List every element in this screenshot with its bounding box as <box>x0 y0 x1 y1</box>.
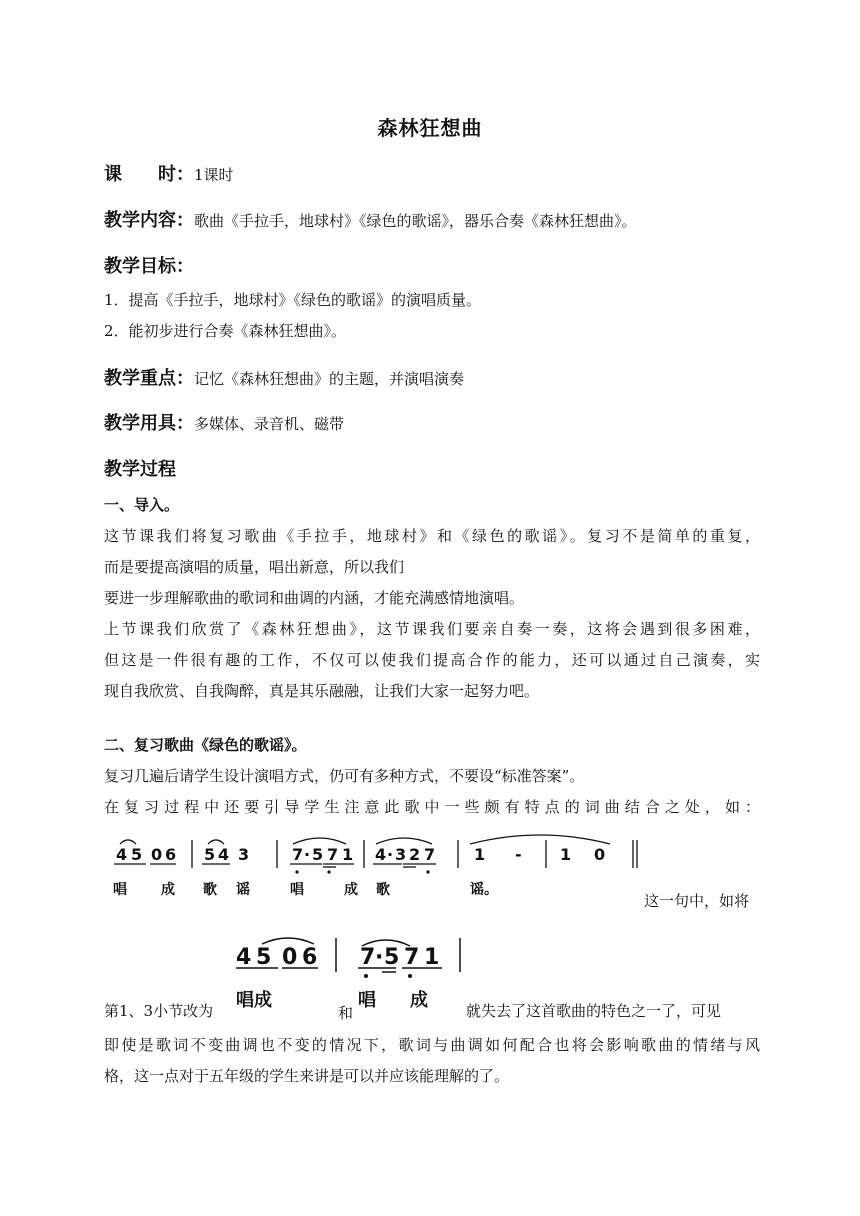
paragraph-line: 第1、3小节改为 <box>104 1002 214 1020</box>
field-value: 多媒体、录音机、磁带 <box>194 415 345 433</box>
music-score-2 <box>232 934 472 978</box>
field-label: 教学目标： <box>104 256 194 277</box>
note: 0 <box>282 945 298 970</box>
note: · <box>304 845 311 864</box>
note: 7 <box>360 945 376 970</box>
paragraph-line: 现自我欣赏、自我陶醉，真是其乐融融，让我们大家一起努力吧。 <box>104 682 540 700</box>
note: 1 <box>474 845 486 864</box>
paragraph-line: 这一句中，如将 <box>644 892 750 910</box>
note: 1 <box>424 945 440 970</box>
lyric: 唱成 <box>236 990 272 1011</box>
note: · <box>387 845 394 864</box>
paragraph-line: 但这是一件很有趣的工作，不仅可以使我们提高合作的能力，还可以通过自己演奏，实 <box>104 651 760 669</box>
field-teaching-content <box>104 206 637 232</box>
section1-body <box>104 521 760 707</box>
paragraph-line: 要进一步理解歌曲的歌词和曲调的内涵，才能充满感情地演唱。 <box>104 589 525 607</box>
note: 3 <box>395 845 407 864</box>
note: 5 <box>256 945 272 970</box>
note: 4 <box>375 845 387 864</box>
note: · <box>375 945 384 970</box>
note: 5 <box>131 845 143 864</box>
field-label: 教学内容： <box>104 210 194 231</box>
note: 1 <box>560 845 572 864</box>
lyric: 谣 <box>236 882 250 898</box>
note: 0 <box>594 845 606 864</box>
paragraph-line: 上节课我们欣赏了《森林狂想曲》，这节课我们要亲自奏一奏，这将会遇到很多困难， <box>104 620 760 638</box>
note: 5 <box>204 845 216 864</box>
paragraph-line: 而是要提高演唱的质量，唱出新意，所以我们 <box>104 558 405 576</box>
note: 5 <box>384 945 400 970</box>
note: 6 <box>165 845 177 864</box>
note: 4 <box>218 845 230 864</box>
note: 7 <box>327 845 339 864</box>
note: 5 <box>312 845 324 864</box>
field-value: 记忆《森林狂想曲》的主题，并演唱演奏 <box>194 370 465 388</box>
field-label: 课 时： <box>104 164 194 185</box>
objective-item: 1．提高《手拉手，地球村》《绿色的歌谣》的演唱质量。 <box>104 291 482 309</box>
lyric: 唱 <box>290 882 304 898</box>
field-class-hours <box>104 160 234 186</box>
field-teaching-goals <box>104 252 194 278</box>
note: 4 <box>116 845 128 864</box>
paragraph-line: 在复习过程中还要引导学生注意此歌中一些颇有特点的词曲结合之处，如： <box>104 798 760 816</box>
field-value: 1课时 <box>194 166 234 184</box>
document-title: 森林狂想曲 <box>377 116 483 140</box>
section-heading: 二、复习歌曲《绿色的歌谣》。 <box>104 736 307 754</box>
field-key-point <box>104 364 464 390</box>
lyric: 谣。 <box>470 882 498 898</box>
note: 2 <box>409 845 421 864</box>
paragraph-line: 这节课我们将复习歌曲《手拉手，地球村》和《绿色的歌谣》。复习不是简单的重复， <box>104 527 760 545</box>
lyric: 歌 <box>376 882 390 898</box>
note: 3 <box>238 845 250 864</box>
note: 7 <box>424 845 436 864</box>
paragraph-line: 复习几遍后请学生设计演唱方式，仍可有多种方式，不要设“标准答案”。 <box>104 767 585 785</box>
paragraph-line: 即使是歌词不变曲调也不变的情况下，歌词与曲调如何配合也将会影响歌曲的情绪与风 <box>104 1036 760 1054</box>
note: 7 <box>292 845 304 864</box>
note: 0 <box>151 845 163 864</box>
note: - <box>515 845 522 864</box>
lyric: 成 <box>344 882 358 898</box>
field-tools <box>104 409 344 435</box>
section-heading: 一、导入。 <box>104 496 180 514</box>
objective-item: 2．能初步进行合奏《森林狂想曲》。 <box>104 322 347 340</box>
lyric: 唱 <box>358 990 376 1011</box>
closing-paragraph <box>104 1030 760 1092</box>
note: 6 <box>302 945 318 970</box>
field-label: 教学用具： <box>104 413 194 434</box>
lyric: 歌 <box>203 882 217 898</box>
field-label: 教学重点： <box>104 368 194 389</box>
field-value: 歌曲《手拉手，地球村》《绿色的歌谣》，器乐合奏《森林狂想曲》。 <box>194 212 637 230</box>
note: 4 <box>236 945 252 970</box>
process-heading: 教学过程 <box>104 459 176 480</box>
lyric: 成 <box>410 990 428 1011</box>
music-score-1 <box>110 832 650 876</box>
paragraph-line: 格，这一点对于五年级的学生来讲是可以并应该能理解的了。 <box>104 1067 510 1085</box>
lyric: 成 <box>161 882 175 898</box>
lyric: 唱 <box>113 882 127 898</box>
note: 7 <box>404 945 420 970</box>
section2-body <box>104 761 760 823</box>
note: 1 <box>342 845 354 864</box>
paragraph-line: 就失去了这首歌曲的特色之一了，可见 <box>466 1002 722 1020</box>
paragraph-word: 和 <box>338 1004 354 1022</box>
